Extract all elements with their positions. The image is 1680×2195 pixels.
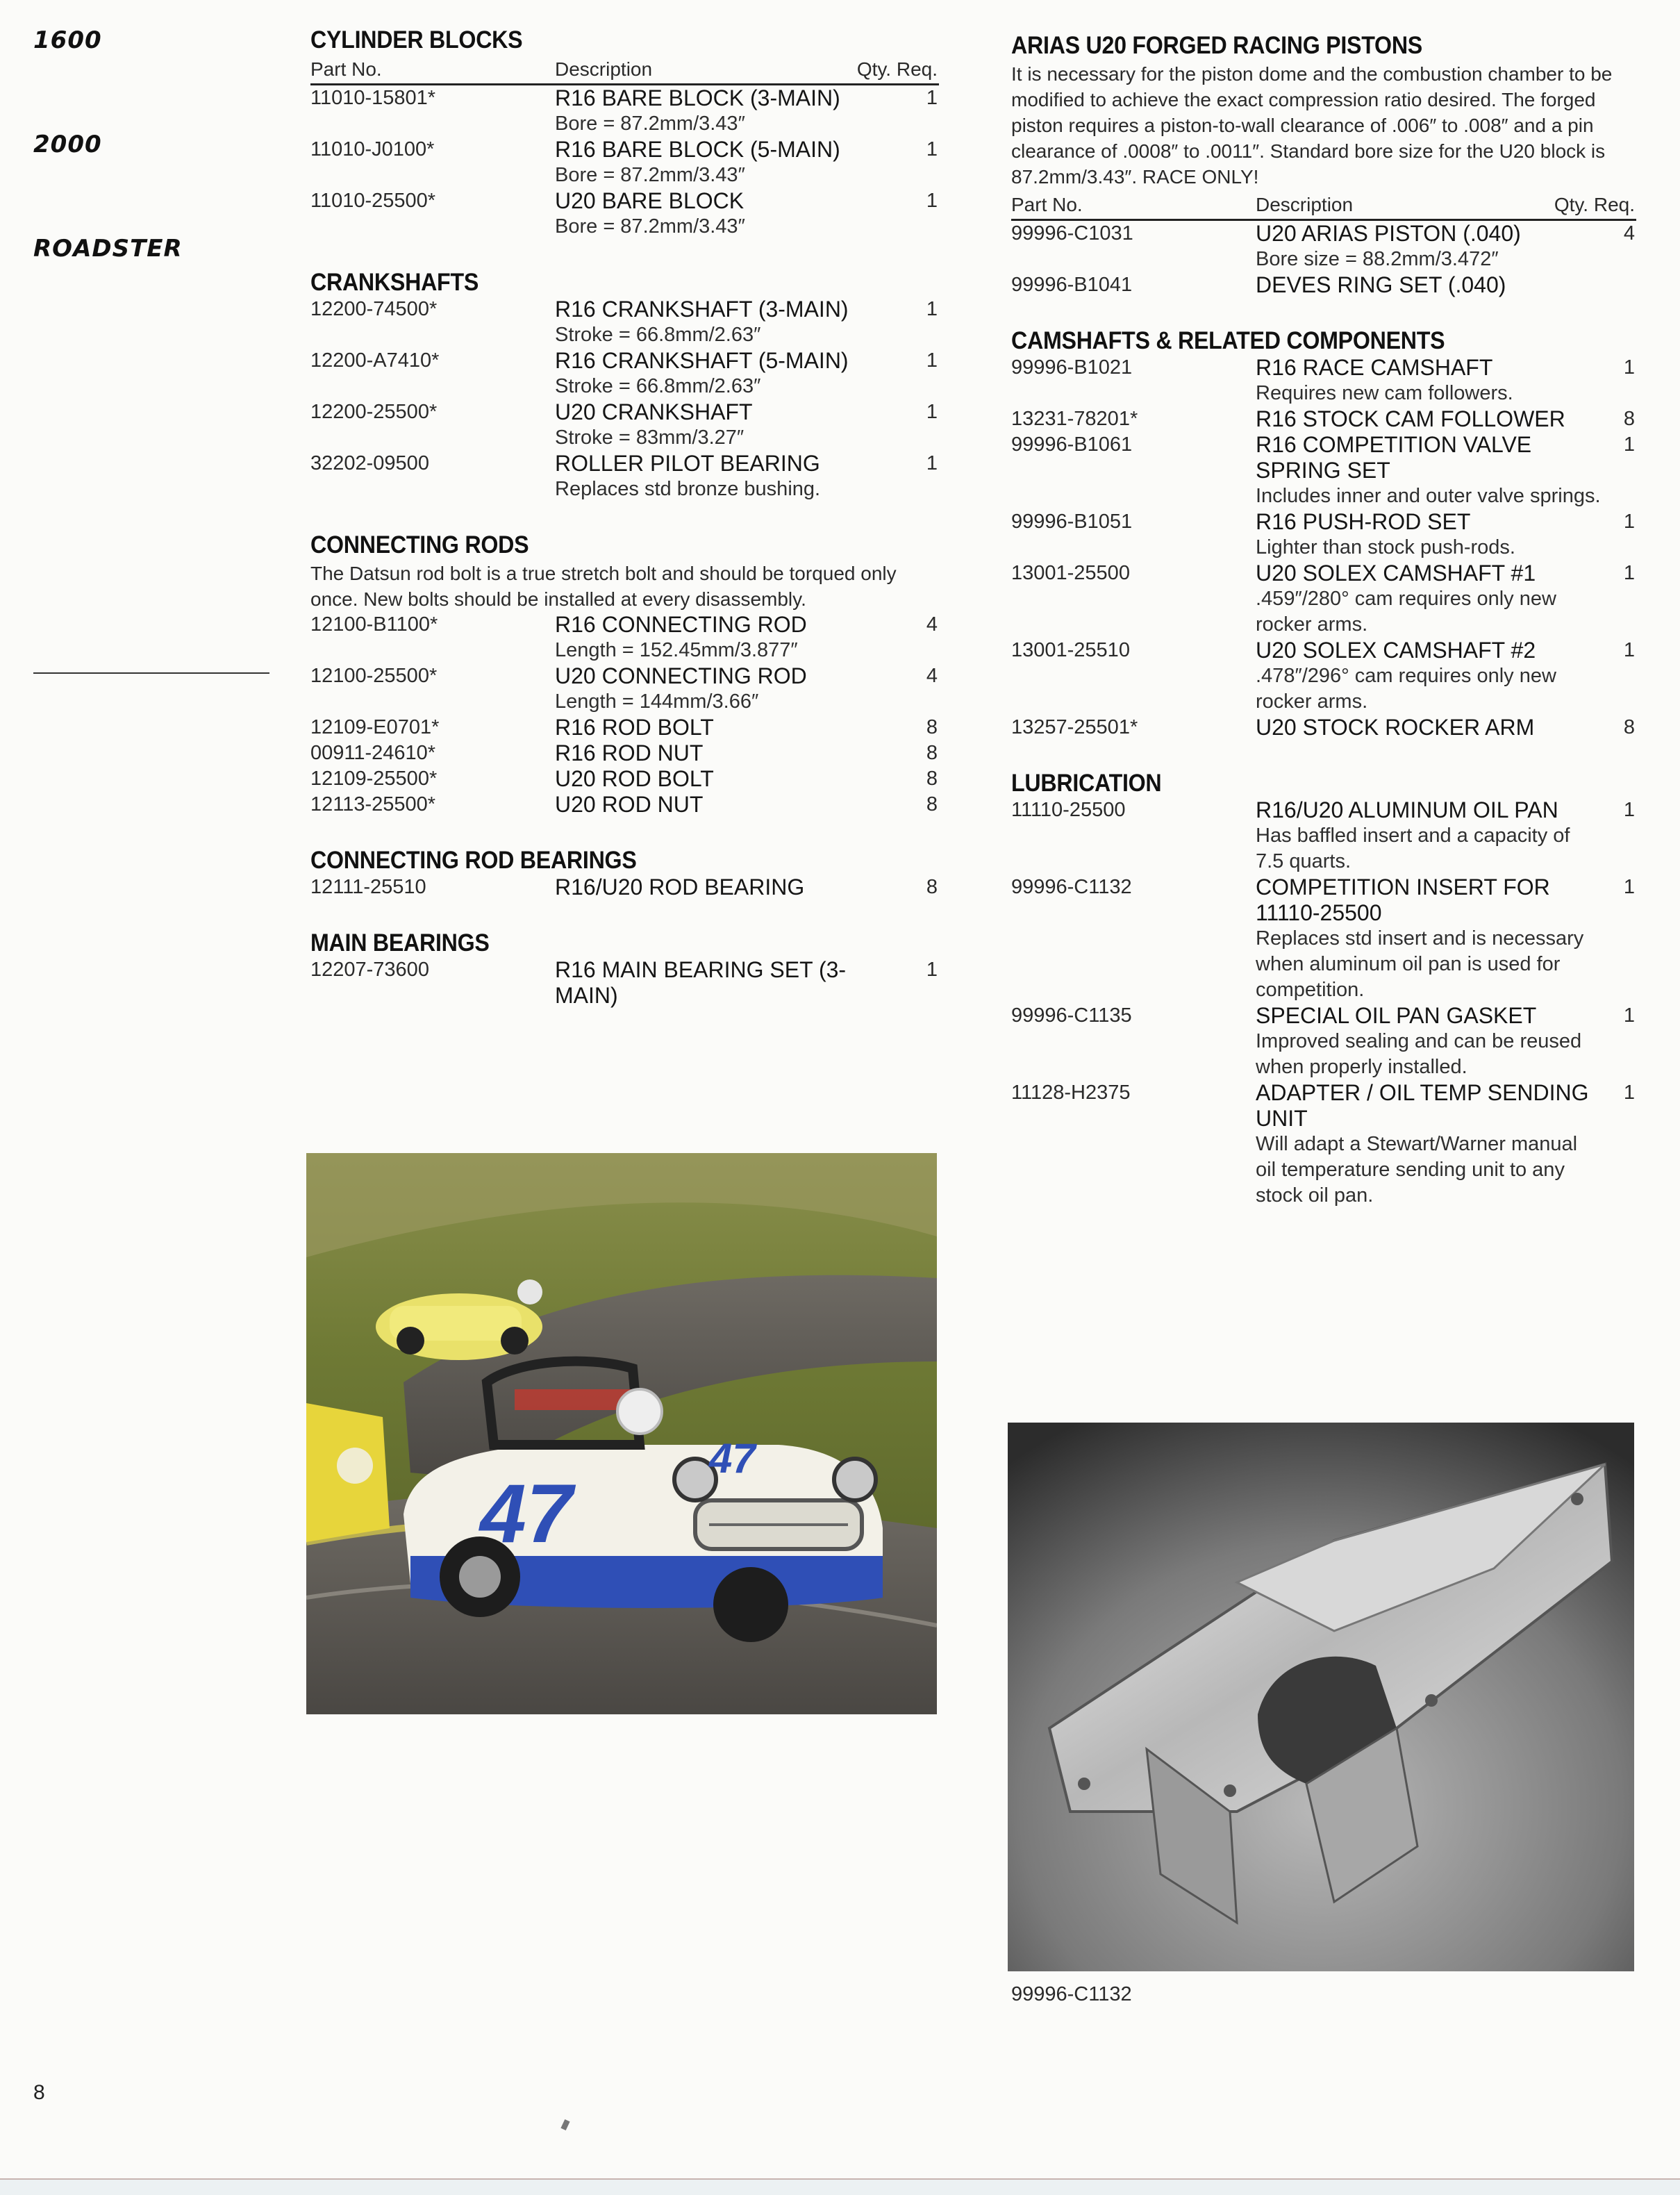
part-note: Bore size = 88.2mm/3.472″ (1256, 248, 1499, 270)
part-description (555, 740, 881, 766)
parts-section (310, 847, 939, 900)
part-name: R16 ROD BOLT (555, 715, 714, 740)
part-note: Has baffled insert and a capacity of 7.5 quarts. (1256, 825, 1570, 872)
part-row (1011, 432, 1636, 509)
part-description (555, 663, 881, 715)
part-description (1256, 406, 1603, 432)
part-row (310, 399, 939, 451)
part-description (555, 957, 881, 1009)
part-row (310, 875, 939, 900)
parts-section (310, 929, 939, 1009)
quantity: 8 (1623, 408, 1635, 430)
section-intro: The Datsun rod bolt is a true stretch bolt and should be torqued only once. New bolts should be installed at every disassembly. (310, 563, 897, 610)
part-number: 99996-C1031 (1011, 222, 1133, 245)
part-description (555, 188, 881, 240)
part-number: 12100-B1100* (310, 613, 438, 636)
part-note: Length = 144mm/3.66″ (555, 690, 759, 713)
part-row (1011, 715, 1636, 740)
part-row (1011, 509, 1636, 561)
part-description (555, 348, 881, 399)
part-number: 12109-25500* (310, 768, 438, 790)
part-name: R16 CONNECTING ROD (555, 612, 807, 637)
part-description (1256, 272, 1603, 298)
quantity: 1 (1623, 1004, 1635, 1027)
quantity: 8 (926, 768, 938, 790)
race-car-photo (306, 1153, 937, 1714)
part-note: Length = 152.45mm/3.877″ (555, 639, 798, 661)
part-name: R16 MAIN BEARING SET (3-MAIN) (555, 957, 847, 1008)
part-note: Lighter than stock push-rods. (1256, 536, 1515, 558)
part-description (1256, 638, 1603, 715)
part-row (1011, 875, 1636, 1003)
part-name: R16 STOCK CAM FOLLOWER (1256, 406, 1565, 431)
part-description (555, 451, 881, 502)
part-row (1011, 406, 1636, 432)
header-qty: Qty. Req. (856, 58, 938, 80)
part-note: Bore = 87.2mm/3.43″ (555, 113, 745, 135)
part-name: R16 PUSH-ROD SET (1256, 509, 1471, 534)
part-number: 00911-24610* (310, 742, 436, 764)
part-row (310, 348, 939, 399)
part-name: U20 CRANKSHAFT (555, 399, 753, 424)
part-name: R16 CRANKSHAFT (5-MAIN) (555, 348, 849, 373)
part-row (310, 188, 939, 240)
part-note: .459″/280° cam requires only new rocker arms. (1256, 588, 1556, 636)
quantity: 8 (926, 716, 938, 738)
quantity: 1 (1623, 356, 1635, 379)
part-note: Will adapt a Stewart/Warner manual oil temperature sending unit to any stock oil pan. (1256, 1133, 1578, 1207)
part-description (555, 792, 881, 818)
part-description (1256, 1080, 1603, 1209)
oil-pan-photo-caption: 99996-C1132 (1011, 1983, 1132, 2005)
part-number: 99996-B1041 (1011, 274, 1133, 296)
part-number: 13001-25510 (1011, 639, 1130, 661)
part-name: ROLLER PILOT BEARING (555, 451, 820, 476)
oil-pan-insert-photo (1008, 1423, 1634, 1971)
part-name: R16/U20 ROD BEARING (555, 875, 805, 900)
part-number: 12113-25500* (310, 793, 436, 815)
right-parts-column (1011, 32, 1636, 1238)
part-note: Requires new cam followers. (1256, 382, 1513, 404)
part-row (1011, 1080, 1636, 1209)
part-note: Stroke = 66.8mm/2.63″ (555, 375, 761, 397)
quantity: 1 (1623, 562, 1635, 584)
quantity: 1 (926, 452, 938, 474)
part-row (310, 957, 939, 1009)
quantity: 4 (926, 665, 938, 687)
quantity: 4 (1623, 222, 1635, 245)
header-description: Description (1256, 194, 1354, 215)
part-name: U20 ARIAS PISTON (.040) (1256, 221, 1521, 246)
quantity: 1 (1623, 799, 1635, 821)
sidebar-divider (33, 672, 269, 674)
part-description (1256, 561, 1603, 638)
part-row (1011, 221, 1636, 272)
part-number: 12109-E0701* (310, 716, 440, 738)
part-number: 11010-25500* (310, 190, 436, 212)
part-name: U20 ROD NUT (555, 792, 704, 817)
part-description (555, 875, 881, 900)
part-name: U20 SOLEX CAMSHAFT #1 (1256, 561, 1536, 586)
left-parts-column (310, 26, 939, 1038)
part-description (555, 612, 881, 663)
part-row (310, 137, 939, 188)
part-note: .478″/296° cam requires only new rocker arms. (1256, 665, 1556, 713)
quantity: 1 (926, 138, 938, 160)
quantity: 1 (1623, 433, 1635, 456)
part-number: 99996-C1135 (1011, 1004, 1132, 1027)
quantity: 1 (926, 349, 938, 372)
part-description (555, 766, 881, 792)
part-note: Replaces std bronze bushing. (555, 478, 821, 500)
section-title: CONNECTING RODS (310, 531, 529, 558)
part-description (555, 399, 881, 451)
part-row (310, 715, 939, 740)
header-part-no: Part No. (1011, 194, 1083, 215)
part-number: 12200-A7410* (310, 349, 440, 372)
part-number: 13231-78201* (1011, 408, 1138, 430)
quantity: 1 (1623, 511, 1635, 533)
part-row (310, 792, 939, 818)
part-name: U20 STOCK ROCKER ARM (1256, 715, 1535, 740)
part-name: ADAPTER / OIL TEMP SENDING UNIT (1256, 1080, 1589, 1131)
quantity: 1 (1623, 1082, 1635, 1104)
quantity: 1 (926, 401, 938, 423)
part-note: Bore = 87.2mm/3.43″ (555, 164, 745, 186)
part-row (1011, 638, 1636, 715)
car-number-hood: 47 (709, 1435, 756, 1482)
quantity: 1 (1623, 639, 1635, 661)
part-number: 12200-25500* (310, 401, 438, 423)
part-note: Replaces std insert and is necessary when aluminum oil pan is used for competition. (1256, 927, 1584, 1001)
quantity: 1 (926, 87, 938, 109)
section-title: CRANKSHAFTS (310, 269, 479, 296)
part-row (310, 766, 939, 792)
part-name: U20 CONNECTING ROD (555, 663, 807, 688)
part-name: DEVES RING SET (.040) (1256, 272, 1506, 297)
quantity: 4 (926, 613, 938, 636)
section-title: CONNECTING ROD BEARINGS (310, 847, 637, 874)
parts-section (1011, 770, 1636, 1209)
part-row (1011, 272, 1636, 298)
parts-section (310, 26, 939, 240)
header-description: Description (555, 58, 653, 80)
print-mark (560, 2119, 569, 2130)
car-number: 47 (480, 1467, 573, 1560)
quantity: 1 (926, 298, 938, 320)
part-row (310, 451, 939, 502)
part-row (1011, 797, 1636, 875)
part-description (555, 297, 881, 348)
part-description (555, 137, 881, 188)
column-headers (310, 57, 939, 85)
part-description (1256, 355, 1603, 406)
part-number: 12100-25500* (310, 665, 438, 687)
part-number: 11128-H2375 (1011, 1082, 1131, 1104)
part-row (310, 612, 939, 663)
part-description (1256, 875, 1603, 1003)
model-label-2000: 2000 (33, 131, 102, 158)
part-name: R16 ROD NUT (555, 740, 704, 765)
part-name: U20 BARE BLOCK (555, 188, 745, 213)
part-row (310, 85, 939, 137)
model-label-roadster: ROADSTER (33, 235, 183, 263)
part-number: 12207-73600 (310, 959, 429, 981)
part-name: U20 SOLEX CAMSHAFT #2 (1256, 638, 1536, 663)
header-qty: Qty. Req. (1554, 194, 1635, 215)
part-name: U20 ROD BOLT (555, 766, 714, 791)
part-number: 13257-25501* (1011, 716, 1138, 738)
part-description (1256, 797, 1603, 875)
part-number: 99996-C1132 (1011, 876, 1132, 898)
part-row (1011, 355, 1636, 406)
part-name: R16 COMPETITION VALVE SPRING SET (1256, 432, 1532, 483)
part-row (310, 740, 939, 766)
part-note: Includes inner and outer valve springs. (1256, 485, 1601, 507)
page-number: 8 (33, 2081, 45, 2104)
page-bottom-strip (0, 2180, 1680, 2195)
part-number: 12111-25510 (310, 876, 426, 898)
yellow-car-left-edge (306, 1403, 390, 1542)
part-name: R16 CRANKSHAFT (3-MAIN) (555, 297, 849, 322)
part-number: 99996-B1051 (1011, 511, 1133, 533)
part-note: Bore = 87.2mm/3.43″ (555, 215, 745, 238)
section-title: ARIAS U20 FORGED RACING PISTONS (1011, 32, 1423, 59)
quantity: 8 (926, 742, 938, 764)
part-number: 13001-25500 (1011, 562, 1130, 584)
quantity: 1 (1623, 876, 1635, 898)
part-row (1011, 561, 1636, 638)
part-number: 99996-B1061 (1011, 433, 1133, 456)
part-row (1011, 1003, 1636, 1080)
quantity: 8 (926, 876, 938, 898)
part-name: R16 BARE BLOCK (3-MAIN) (555, 85, 840, 110)
quantity: 8 (926, 793, 938, 815)
parts-section (310, 269, 939, 502)
part-name: COMPETITION INSERT FOR 11110-25500 (1256, 875, 1550, 925)
part-description (1256, 715, 1603, 740)
parts-section (310, 531, 939, 818)
quantity: 1 (926, 959, 938, 981)
part-description (555, 715, 881, 740)
section-intro: It is necessary for the piston dome and the combustion chamber to be modified to achieve the exact compression ratio desired. The forged piston requires a piston-to-wall clearance of .006″ to .008″ and a pin clearance of .0008″ to .0011″. Standard bore size for the U20 block is 87.2mm/3.43″. RACE ONLY! (1011, 63, 1613, 188)
part-number: 11110-25500 (1011, 799, 1126, 821)
header-part-no: Part No. (310, 58, 382, 80)
parts-section (1011, 32, 1636, 298)
part-number: 11010-15801* (310, 87, 436, 109)
part-number: 32202-09500 (310, 452, 429, 474)
part-row (310, 663, 939, 715)
part-row (310, 297, 939, 348)
part-note: Improved sealing and can be reused when properly installed. (1256, 1030, 1582, 1078)
part-description (1256, 509, 1603, 561)
part-note: Stroke = 66.8mm/2.63″ (555, 324, 761, 346)
part-description (1256, 1003, 1603, 1080)
part-description (1256, 432, 1603, 509)
model-label-1600: 1600 (33, 26, 102, 54)
part-name: SPECIAL OIL PAN GASKET (1256, 1003, 1537, 1028)
section-title: CAMSHAFTS & RELATED COMPONENTS (1011, 327, 1445, 354)
part-name: R16/U20 ALUMINUM OIL PAN (1256, 797, 1558, 822)
part-description (555, 85, 881, 137)
part-name: R16 RACE CAMSHAFT (1256, 355, 1493, 380)
part-number: 12200-74500* (310, 298, 438, 320)
part-name: R16 BARE BLOCK (5-MAIN) (555, 137, 840, 162)
section-title: LUBRICATION (1011, 770, 1162, 797)
column-headers (1011, 192, 1636, 221)
part-number: 11010-J0100* (310, 138, 435, 160)
part-note: Stroke = 83mm/3.27″ (555, 426, 745, 449)
part-description (1256, 221, 1603, 272)
part-number: 99996-B1021 (1011, 356, 1133, 379)
quantity: 1 (926, 190, 938, 212)
parts-section (1011, 327, 1636, 740)
section-title: MAIN BEARINGS (310, 929, 490, 956)
quantity: 8 (1623, 716, 1635, 738)
section-title: CYLINDER BLOCKS (310, 26, 523, 53)
